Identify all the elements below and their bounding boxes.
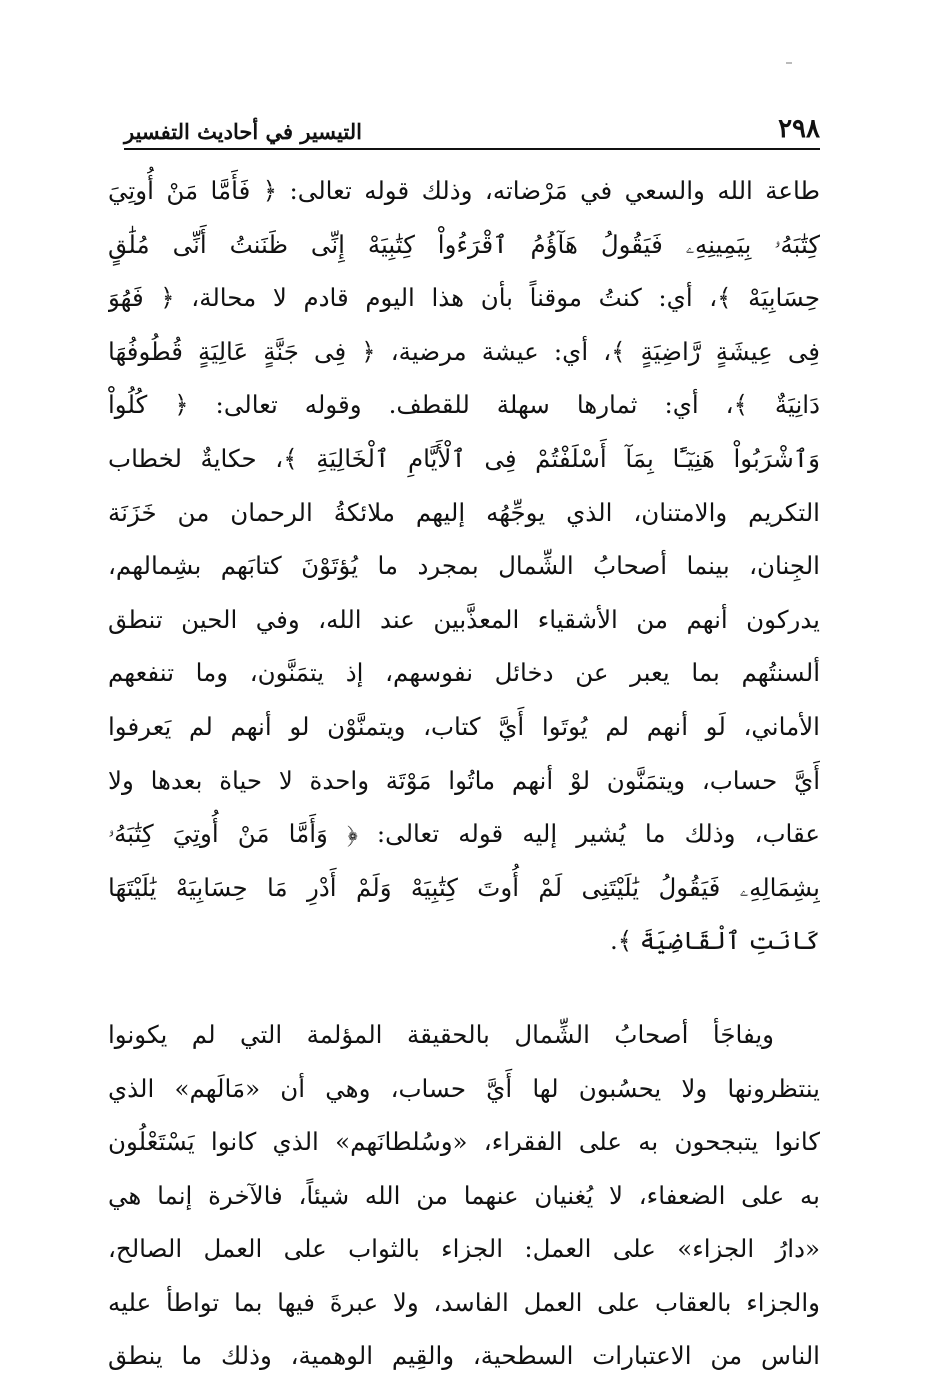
text-line: به على الضعفاء، لا يُغنيان عنهما من الله شيئاً، فالآخرة إنما هي — [108, 1180, 820, 1210]
text-line: عقاب، وذلك ما يُشير إليه قوله تعالى: ﴿ وَأَمَّا مَنْ أُوتِيَ كِتَٰبَهُۥ — [108, 819, 820, 849]
text-line: التكريم والامتنان، الذي يوجِّهُه إليهم ملائكةُ الرحمان من خَزَنَة — [108, 497, 820, 527]
text-line: كِتَٰبَهُۥ بِيَمِينِهِۦ فَيَقُولُ هَآؤُمُ ٱقْرَءُواْ كِتَٰبِيَهْ إِنِّى ظَنَنتُ أَنِّى مُلَٰقٍ — [108, 229, 820, 259]
text-line: والجزاء بالعقاب على العمل الفاسد، ولا عبرةَ فيها بما تواطأ عليه — [108, 1287, 820, 1317]
paragraph-gap — [108, 968, 820, 1008]
text-line: كانوا يتبجحون به على الفقراء، «وسُلطانَهم» الذي كانوا يَسْتَعْلُون — [108, 1127, 820, 1157]
text-line: ويفاجَأ أصحابُ الشِّمال بالحقيقة المؤلمة التي لم يكونوا — [108, 1019, 774, 1049]
text-line: ألسنتُهم بما يعبر عن دخائل نفوسهم، إذ يتمَنَّون، وما تنفعهم — [108, 658, 820, 688]
text-line: «دارُ الجزاء» على العمل: الجزاء بالثواب على العمل الصالح، — [108, 1234, 820, 1264]
text-line: الأماني، لَو أنهم لم يُوتَوا أَيَّ كتاب، ويتمنَّوْن لو أنهم لم يَعرفوا — [108, 711, 820, 741]
text-line: حِسَابِيَهْ ﴾، أي: كنتُ موقناً بأن هذا اليوم قادم لا محالة، ﴿ فَهُوَ — [108, 283, 820, 313]
body-text — [108, 164, 820, 1383]
page-header — [124, 110, 820, 150]
text-line: الناس من الاعتبارات السطحية، والقِيم الوهمية، وذلك ما ينطق — [108, 1341, 820, 1371]
text-line: كَانَتِ ٱلْقَاضِيَةَ ﴾. — [610, 926, 820, 956]
text-line: طاعة الله والسعي في مَرْضاته، وذلك قوله تعالى: ﴿ فَأَمَّا مَنْ أُوتِيَ — [108, 176, 820, 205]
text-line: ينتظرونها ولا يحسُبون لها أَيَّ حساب، وهي أن «مَالَهم» الذي — [108, 1073, 820, 1103]
text-line: يدركون أنهم من الأشقياء المعذَّبين عند الله، وفي الحين تنطق — [108, 604, 820, 634]
text-line: بِشِمَالِهِۦ فَيَقُولُ يَٰلَيْتَنِى لَمْ أُوتَ كِتَٰبِيَهْ وَلَمْ أَدْرِ مَا حِسَابِيَهْ يَٰلَيْتَهَا — [108, 872, 820, 902]
scan-speck — [786, 62, 792, 64]
paragraph-1 — [108, 164, 820, 968]
text-line: فِى عِيشَةٍ رَّاضِيَةٍ ﴾، أي: عيشة مرضية، ﴿ فِى جَنَّةٍ عَالِيَةٍ قُطُوفُهَا — [108, 336, 820, 366]
running-title: التيسير في أحاديث التفسير — [124, 119, 362, 144]
paragraph-2 — [108, 1008, 820, 1383]
text-line: وَٱشْرَبُواْ هَنِيٓـًٔا بِمَآ أَسْلَفْتُمْ فِى ٱلْأَيَّامِ ٱلْخَالِيَةِ ﴾، حكايةٌ لخطاب — [108, 443, 820, 473]
text-line: الجِنان، بينما أصحابُ الشِّمال بمجرد ما يُؤتَوْنَ كتابَهم بشِمالهم، — [108, 551, 820, 581]
page-number: ٢٩٨ — [778, 114, 820, 144]
text-line: دَانِيَةٌ ﴾، أي: ثمارها سهلة للقطف. وقوله تعالى: ﴿ كُلُواْ — [108, 390, 820, 420]
text-line: أَيَّ حساب، ويتمَنَّون لوْ أنهم ماتُوا مَوْتَة واحدة لا حياة بعدها ولا — [108, 765, 820, 795]
